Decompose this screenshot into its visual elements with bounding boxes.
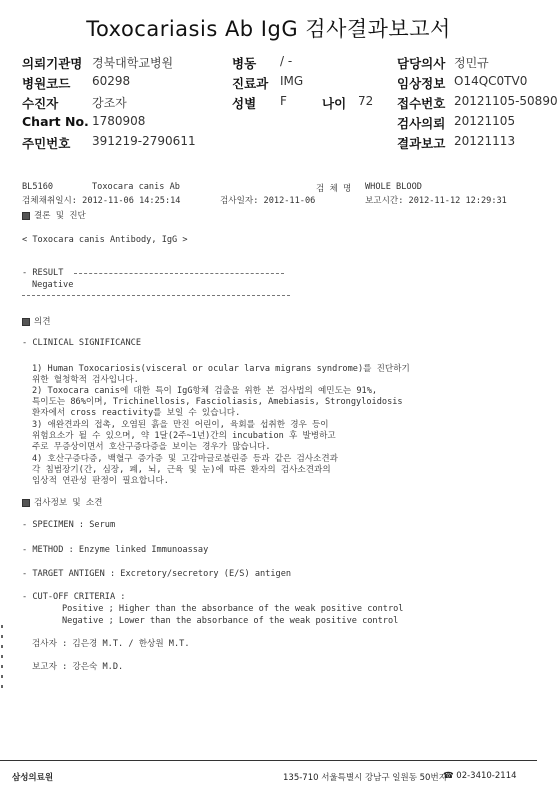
section-bullet-icon xyxy=(22,499,30,507)
section-opinion xyxy=(22,315,51,327)
value-chart-no: 1780908 xyxy=(92,114,146,128)
section-test-info-title: 검사정보 및 소견 xyxy=(34,498,103,508)
specimen-name-label: 검 체 명 xyxy=(316,184,352,194)
label-patient: 수진자 xyxy=(22,96,59,111)
antibody-title: < Toxocara canis Antibody, IgG > xyxy=(22,235,188,245)
antigen-line: - TARGET ANTIGEN : Excretory/secretory (E/S) antigen xyxy=(22,569,292,579)
label-request-date: 검사의뢰 xyxy=(397,116,446,131)
value-department: IMG xyxy=(280,74,304,88)
label-chart-no: Chart No. xyxy=(22,114,89,129)
significance-line: 위험요소가 될 수 있으며, 약 1달(2주~1년)간의 incubation 후 발병하고 xyxy=(32,431,336,441)
report-time: 보고시간: 2012-11-12 12:29:31 xyxy=(365,196,507,206)
clinical-significance: - CLINICAL SIGNIFICANCE xyxy=(22,338,141,348)
significance-line: 2) Toxocara canis에 대한 특이 IgG항체 검출을 위한 본 검사법의 예민도는 91%, xyxy=(32,386,378,396)
result-underline xyxy=(22,295,290,296)
label-hospital-code: 병원코드 xyxy=(22,76,71,91)
value-patient: 강조자 xyxy=(92,96,127,110)
footer-phone: ☎ 02-3410-2114 xyxy=(443,771,517,781)
label-institution: 의뢰기관명 xyxy=(22,56,83,71)
test-date: 검사일자: 2012-11-06 xyxy=(220,196,316,206)
value-hospital-code: 60298 xyxy=(92,74,131,88)
punch-marks xyxy=(0,625,5,705)
significance-line: 4) 호산구증다증, 백혈구 증가증 및 고감마글로불린증 등과 같은 검사소견과 xyxy=(32,454,338,464)
value-resident-no: 391219-2790611 xyxy=(92,134,196,148)
report-body xyxy=(0,178,537,758)
section-conclusion xyxy=(22,209,86,221)
value-age: 72 xyxy=(358,94,374,108)
report-title: Toxocariasis Ab IgG 검사결과보고서 xyxy=(86,17,451,41)
value-receipt-no: 20121105-50890 xyxy=(454,94,558,108)
tester-line: 검사자 : 김은경 M.T. / 한상원 M.T. xyxy=(32,639,190,649)
value-ward: / - xyxy=(280,54,293,68)
specimen-name-value: WHOLE BLOOD xyxy=(365,182,422,192)
header-row xyxy=(22,52,537,72)
method-line: - METHOD : Enzyme linked Immunoassay xyxy=(22,545,209,555)
label-receipt-no: 접수번호 xyxy=(397,96,446,111)
test-code: BL5160 xyxy=(22,182,54,192)
result-value: Negative xyxy=(32,280,74,290)
label-age: 나이 xyxy=(322,96,347,111)
section-bullet-icon xyxy=(22,318,30,326)
header-row xyxy=(22,132,537,152)
significance-line: 위한 혈청학적 검사입니다. xyxy=(32,375,139,385)
header-row xyxy=(22,92,558,112)
section-opinion-title: 의견 xyxy=(34,317,51,327)
result-label: - RESULT xyxy=(22,268,64,278)
significance-line: 3) 애완견과의 접촉, 오염된 흙을 만진 어린이, 육회를 섭취한 경우 등이 xyxy=(32,420,329,430)
value-report-date: 20121113 xyxy=(454,134,516,148)
result-divider xyxy=(74,273,284,274)
value-institution: 경북대학교병원 xyxy=(92,56,174,70)
reporter-line: 보고자 : 강은숙 M.D. xyxy=(32,662,124,672)
footer-address: 135-710 서울특별시 강남구 일원동 50번지 xyxy=(283,773,447,783)
cutoff-positive: Positive ; Higher than the absorbance of the weak positive control xyxy=(62,604,404,614)
label-resident-no: 주민번호 xyxy=(22,136,71,151)
value-clinical-info: O14QC0TV0 xyxy=(454,74,528,88)
significance-line: 1) Human Toxocariosis(visceral or ocular larva migrans syndrome)를 진단하기 xyxy=(32,364,410,374)
cutoff-negative: Negative ; Lower than the absorbance of the weak positive control xyxy=(62,616,399,626)
value-doctor: 정민규 xyxy=(454,56,489,70)
label-department: 진료과 xyxy=(232,76,269,91)
significance-line: 특이도는 86%이며, Trichinellosis, Fascioliasis, Amebiasis, Strongyloidosis xyxy=(32,397,403,407)
significance-line: 임상적 연관성 판정이 필요합니다. xyxy=(32,476,169,486)
cutoff-line: - CUT-OFF CRITERIA : xyxy=(22,592,126,602)
value-sex: F xyxy=(280,94,287,108)
footer xyxy=(0,760,537,801)
footer-company: 삼성의료원 xyxy=(12,773,54,783)
section-test-info xyxy=(22,496,102,508)
value-request-date: 20121105 xyxy=(454,114,516,128)
test-name: Toxocara canis Ab xyxy=(92,182,180,192)
collection-time: 검체채취일시: 2012-11-06 14:25:14 xyxy=(22,196,181,206)
header-row xyxy=(22,112,537,132)
section-conclusion-title: 결론 및 진단 xyxy=(34,211,86,221)
significance-line: 주로 무증상이면서 호산구증다증을 보이는 경우가 많습니다. xyxy=(32,442,271,452)
label-ward: 병동 xyxy=(232,56,257,71)
label-doctor: 담당의사 xyxy=(397,56,446,71)
label-clinical-info: 임상정보 xyxy=(397,76,446,91)
header-row xyxy=(22,72,537,92)
section-bullet-icon xyxy=(22,212,30,220)
significance-line: 각 침범장기(간, 심장, 폐, 뇌, 근육 및 눈)에 따른 환자의 검사소견과의 xyxy=(32,465,331,475)
label-report-date: 결과보고 xyxy=(397,136,446,151)
specimen-line: - SPECIMEN : Serum xyxy=(22,520,116,530)
label-sex: 성별 xyxy=(232,96,257,111)
significance-line: 환자에서 cross reactivity를 보일 수 있습니다. xyxy=(32,408,241,418)
patient-header xyxy=(22,52,558,152)
